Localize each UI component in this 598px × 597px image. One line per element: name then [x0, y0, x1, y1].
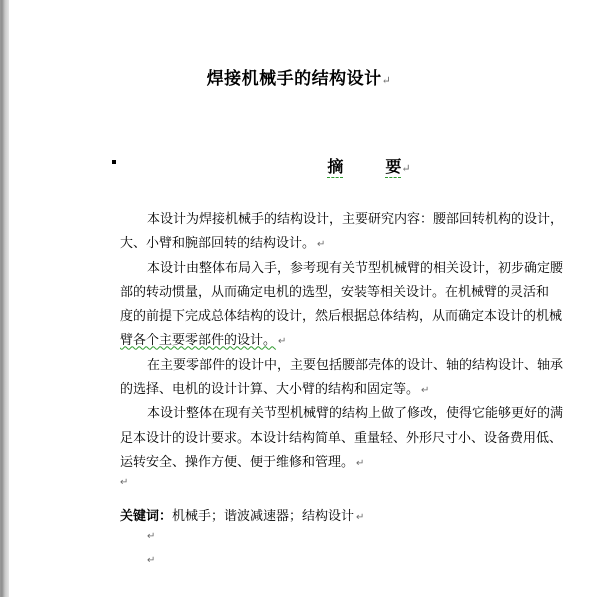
paragraph-mark-icon: ↵	[317, 239, 326, 251]
paragraph-mark-icon: ↵	[278, 336, 287, 348]
body-line: 运转安全、操作方便、便于维修和管理。 ↵	[120, 454, 365, 470]
page-left-gutter	[0, 0, 9, 597]
body-line: 本设计为焊接机械手的结构设计，主要研究内容：腰部回转机构的设计，	[147, 212, 564, 227]
body-line: 度的前提下完成总体结构的设计，然后根据总体结构，从而确定本设计的机械	[120, 309, 563, 325]
paragraph-mark-icon: ↵	[421, 385, 430, 397]
keywords-label: 关键词：	[120, 509, 173, 524]
keywords-line	[120, 505, 364, 524]
paragraph-mark-icon: ↵	[120, 477, 129, 488]
abstract-body[interactable]	[120, 208, 598, 475]
paragraph-mark-icon: ↵	[381, 74, 392, 87]
abstract-heading	[0, 154, 598, 177]
paragraph-mark-icon: ↵	[401, 162, 411, 175]
body-line: 在主要零部件的设计中，主要包括腰部壳体的设计、轴的结构设计、轴承	[147, 357, 564, 373]
document-title-text: 焊接机械手的结构设计	[206, 69, 382, 89]
abstract-heading-char1: 摘	[327, 157, 344, 176]
abstract-heading-char2: 要	[385, 157, 402, 176]
keywords-value: 机械手；谐波减速器；结构设计	[172, 509, 355, 524]
body-line: 本设计整体在现有关节型机械臂的结构上做了修改，使得它能够更好的满	[147, 406, 564, 422]
body-line: 大、小臂和腕部回转的结构设计。 ↵	[120, 236, 326, 252]
body-line: 部的转动惯量，从而确定电机的选型，安装等相关设计。在机械臂的灵活和	[120, 284, 550, 300]
paragraph-mark-icon: ↵	[147, 531, 156, 542]
paragraph-mark-icon: ↵	[356, 457, 365, 469]
document-title	[0, 64, 598, 89]
body-line: 的选择、电机的设计计算、大小臂的结构和固定等。 ↵	[120, 382, 430, 398]
body-line: 本设计由整体布局入手，参考现有关节型机械臂的相关设计，初步确定腰	[147, 260, 564, 276]
paragraph-mark-icon: ↵	[356, 512, 365, 523]
paragraph-mark-icon: ↵	[147, 555, 156, 566]
body-line: 臂各个主要零部件的设计。 ↵	[120, 333, 287, 349]
body-line: 足本设计的设计要求。本设计结构简单、重量轻、外形尺寸小、设备费用低、	[120, 430, 563, 446]
